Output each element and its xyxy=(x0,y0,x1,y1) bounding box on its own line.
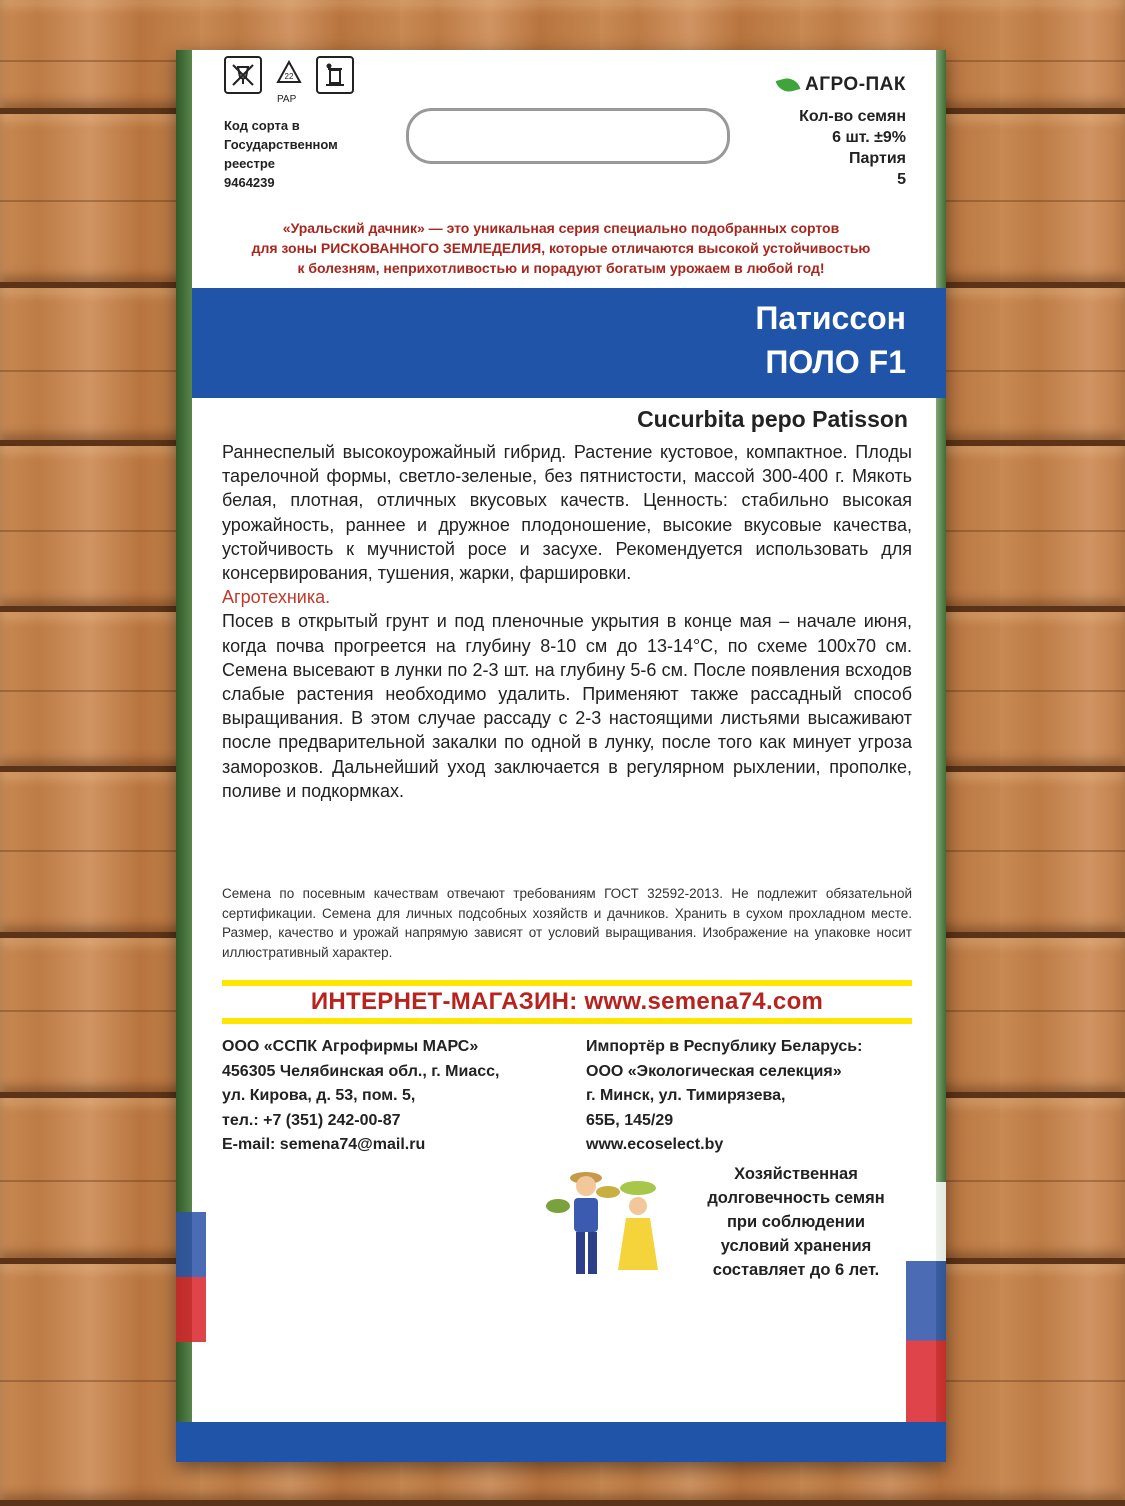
quantity-value: 6 шт. ±9% xyxy=(832,129,906,146)
title-banner xyxy=(192,288,946,398)
seed-packet xyxy=(176,50,946,1462)
product-variety: ПОЛО F1 xyxy=(765,344,906,380)
importer-line: Импортёр в Республику Беларусь: xyxy=(586,1038,863,1055)
product-name: Патиссон xyxy=(755,300,906,336)
shelf-life-line: долговечность семян xyxy=(707,1189,885,1207)
importer-address xyxy=(586,1035,926,1158)
importer-line: ООО «Экологическая селекция» xyxy=(586,1062,842,1080)
quantity-label: Кол-во семян xyxy=(799,108,906,125)
batch-value: 5 xyxy=(897,171,906,188)
producer-address xyxy=(222,1035,562,1158)
hang-hole xyxy=(406,108,730,164)
sort-code-line: Код сорта в xyxy=(224,118,300,133)
farmers-illustration xyxy=(546,1158,676,1293)
sort-code-number: 9464239 xyxy=(224,175,275,190)
producer-line: ООО «ССПК Агрофирмы МАРС» xyxy=(222,1038,479,1055)
bottom-stripe xyxy=(176,1422,946,1462)
trash-bin-icon xyxy=(316,56,354,94)
description xyxy=(222,440,912,803)
batch-label: Партия xyxy=(849,150,906,167)
brand-name: АГРО-ПАК xyxy=(805,74,906,95)
recycle-icon xyxy=(272,56,306,90)
producer-phone: тел.: +7 (351) 242-00-87 xyxy=(222,1111,401,1129)
flag-stripe-left xyxy=(176,1212,206,1342)
seed-quantity xyxy=(799,106,906,190)
no-glass-icon xyxy=(224,56,262,94)
shelf-life xyxy=(676,1162,916,1282)
recycle-material: PAP xyxy=(277,94,297,105)
sort-code-line: реестре xyxy=(224,156,275,171)
leaf-icon xyxy=(776,75,801,94)
importer-line: 65Б, 145/29 xyxy=(586,1111,674,1129)
shelf-life-line: при соблюдении xyxy=(726,1213,866,1231)
shop-url[interactable]: ИНТЕРНЕТ-МАГАЗИН: www.semena74.com xyxy=(222,986,912,1018)
producer-email: E-mail: semena74@mail.ru xyxy=(222,1136,426,1153)
promo-line: «Уральский дачник» — это уникальная серия специально подобранных сортов xyxy=(282,220,840,236)
producer-line: 456305 Челябинская обл., г. Миасс, xyxy=(222,1062,500,1080)
sort-code-line: Государственном xyxy=(224,137,338,152)
description-text: Раннеспелый высокоурожайный гибрид. Растение кустовое, компактное. Плоды тарелочной формы, светло-зеленые, без пятнистости, массой 300-400 г. Мякоть белая, плотная, отличных вкусовых качеств. Ценность: стабильно высокая урожайность, раннее и дружное плодоношение, высокие вкусовые качества, устойчивость к мучнистой росе и засухе. Рекомендуется использовать для консервирования, тушения, жарки, фаршировки. xyxy=(222,442,912,584)
shop-banner xyxy=(222,980,912,1024)
producer-line: ул. Кирова, д. 53, пом. 5, xyxy=(222,1087,416,1104)
promo-line: для зоны РИСКОВАННОГО ЗЕМЛЕДЕЛИЯ, которые отличаются высокой устойчивостью xyxy=(251,240,871,256)
series-promo xyxy=(206,218,916,278)
importer-website: www.ecoselect.by xyxy=(586,1136,724,1153)
shelf-life-line: условий хранения xyxy=(720,1237,872,1255)
importer-line: г. Минск, ул. Тимирязева, xyxy=(586,1087,786,1104)
agro-text: Посев в открытый грунт и под пленочные укрытия в конце мая – начале июня, когда почва прогреется на глубину 8-10 см до 13-14°С, по схеме 100х70 см. Семена высевают в лунки по 2-3 шт. на глубину 5-6 см. После появления всходов слабые растения необходимо удалить. Применяют также рассадный способ выращивания. В этом случае рассаду с 2-3 настоящими листьями высаживают после предварительной закалки по одной в лунку, после того как минует угроза заморозков. Дальнейший уход заключается в регулярном рыхлении, прополке, поливе и подкормках. xyxy=(222,611,912,801)
packaging-icons xyxy=(224,56,354,94)
brand-logo xyxy=(777,74,906,96)
shelf-life-line: составляет до 6 лет. xyxy=(712,1261,880,1279)
promo-line: к болезням, неприхотливостью и порадуют богатым урожаем в любой год! xyxy=(297,260,825,276)
sort-code xyxy=(224,116,364,192)
recycle-number: 22 xyxy=(284,72,294,81)
latin-name: Cucurbita pepo Patisson xyxy=(637,406,908,432)
agro-heading: Агротехника. xyxy=(222,587,331,608)
shelf-life-line: Хозяйственная xyxy=(734,1165,858,1183)
fine-print: Семена по посевным качествам отвечают требованиям ГОСТ 32592-2013. Не подлежит обязательной сертификации. Семена для личных подсобных хозяйств и дачников. Хранить в сухом прохладном месте. Размер, качество и урожай напрямую зависят от условий выращивания. Изображение на упаковке носит иллюстративный характер. xyxy=(222,886,912,960)
